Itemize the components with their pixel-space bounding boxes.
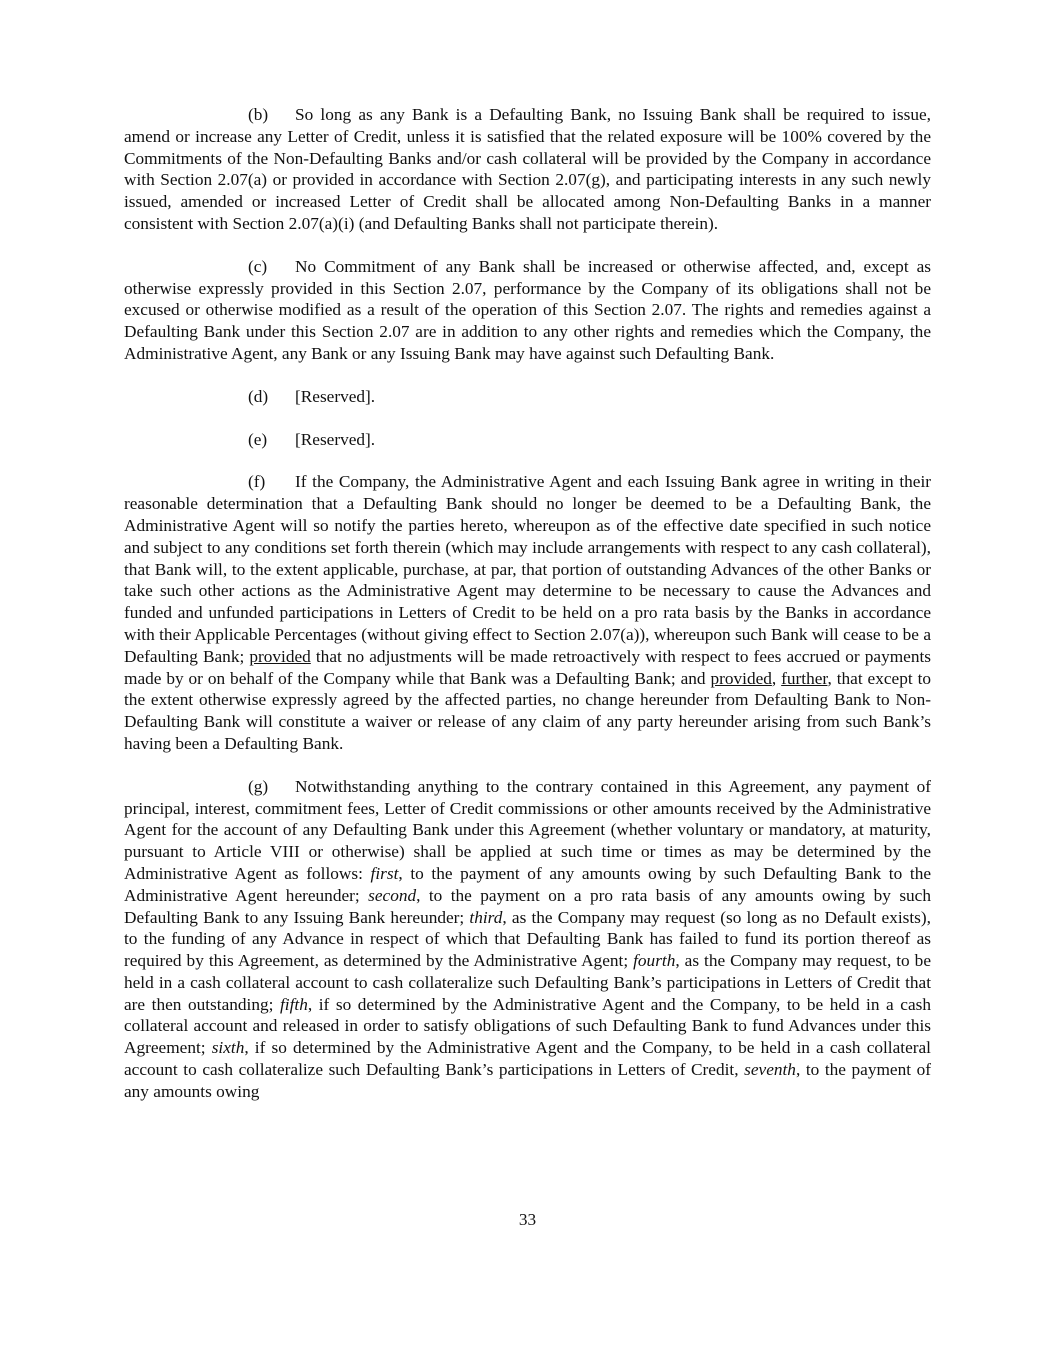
ordinal-fourth: fourth [633, 951, 676, 971]
paragraph-text: If the Company, the Administrative Agent and each Issuing Bank agree in writing in their reasonable determination that a Defaulting Bank should no longer be deemed to be a Defaulting Bank, the Administrative Agent will so notify the parties hereto, whereupon as of the effective date specified in such notice and subject to any conditions set forth therein (which may include arrangements with respect to any cash collateral), that Bank will, to the extent applicable, purchase, at par, that portion of outstanding Advances of the other Banks or take such other actions as the Administrative Agent may determine to be necessary to cause the Advances and funded and unfunded participations in Letters of Credit to be held on a pro rata basis by the Banks in accordance with their Applicable Percentages (without giving effect to Section 2.07(a)), whereupon such Bank will cease to be a Defaulting Bank; [124, 472, 931, 666]
ordinal-seventh: seventh [744, 1060, 796, 1080]
paragraph-g [124, 776, 931, 1103]
paragraph-f [124, 471, 931, 754]
paragraph-text: , as the Company may request (so long as no Default exists), to the funding of any Advance in respect of which that Defaulting Bank has failed to fund its portion thereof as required by this Agreement, as determined by the Administrative Agent; [124, 907, 931, 971]
paragraph-text: Notwithstanding anything to the contrary contained in this Agreement, any payment of principal, interest, commitment fees, Letter of Credit commissions or other amounts received by the Administrative Agent for the account of any Defaulting Bank under this Agreement (whether voluntary or mandatory, at maturity, pursuant to Article VIII or otherwise) shall be applied at such time or times as may be determined by the Administrative Agent as follows: [124, 776, 931, 883]
ordinal-third: third [469, 907, 503, 927]
paragraph-text: , to the payment of any amounts owing [124, 1060, 932, 1101]
paragraph-text: No Commitment of any Bank shall be increased or otherwise affected, and, except as otherwise expressly provided in this Section 2.07, performance by the Company of its obligations shall not be excused or otherwise modified as a result of the operation of this Section 2.07. The rights and remedies against a Defaulting Bank under this Section 2.07 are in addition to any other rights and remedies which the Company, the Administrative Agent, any Bank or any Issuing Bank may have against such Defaulting Bank. [124, 256, 931, 363]
paragraph-enum: (e) [248, 429, 268, 449]
paragraph-text: , as the Company may request, to be held in a cash collateral account to cash collateralize such Defaulting Bank’s participations in Letters of Credit that are then outstanding; [124, 951, 931, 1014]
page-number: 33 [518, 1210, 537, 1229]
paragraph-enum: (f) [248, 472, 266, 492]
ordinal-first: first [370, 863, 399, 883]
ordinal-sixth: sixth [211, 1038, 245, 1058]
paragraph-text: , if so determined by the Administrative Agent and the Company, to be held in a cash collateral account and released in order to satisfy obligations of such Defaulting Bank to fund Advances under this Agreement; [124, 994, 931, 1058]
provided-term: provided [710, 668, 772, 688]
document-page [124, 104, 931, 1124]
paragraph-text: , to the payment on a pro rata basis of any amounts owing by such Defaulting Bank to any Issuing Bank hereunder; [124, 885, 931, 927]
paragraph-b [124, 104, 931, 235]
paragraph-d [124, 386, 931, 408]
ordinal-second: second [368, 885, 417, 905]
paragraph-text: , that except to the extent otherwise expressly agreed by the affected parties, no change hereunder from Defaulting Bank to Non-Defaulting Bank will constitute a waiver or release of any claim of any party hereunder arising from such Bank’s having been a Defaulting Bank. [124, 668, 932, 753]
paragraph-text: So long as any Bank is a Defaulting Bank, no Issuing Bank shall be required to issue, amend or increase any Letter of Credit, unless it is satisfied that the related exposure will be 100% covered by the Commitments of the Non-Defaulting Banks and/or cash collateral will be provided by the Company in accordance with Section 2.07(a) or provided in accordance with Section 2.07(g), and participating interests in any such newly issued, amended or increased Letter of Credit shall be allocated among Non-Defaulting Banks in a manner consistent with Section 2.07(a)(i) (and Defaulting Banks shall not participate therein). [124, 105, 931, 233]
paragraph-text: , to the payment of any amounts owing by such Defaulting Bank to the Administrative Agent hereunder; [124, 863, 931, 905]
paragraph-c [124, 256, 931, 365]
paragraph-enum: (c) [248, 256, 268, 276]
paragraph-text: [Reserved]. [295, 386, 376, 406]
paragraph-text: that no adjustments will be made retroactively with respect to fees accrued or payments made by or on behalf of the Company while that Bank was a Defaulting Bank; and [124, 646, 931, 688]
ordinal-fifth: fifth [279, 994, 308, 1014]
separator: , [771, 668, 782, 688]
further-term: further [781, 668, 828, 688]
paragraph-text: , if so determined by the Administrative Agent and the Company, to be held in a cash collateral account to cash collateralize such Defaulting Bank’s participations in Letters of Credit, [124, 1038, 931, 1080]
paragraph-e [124, 429, 931, 451]
paragraph-enum: (g) [248, 776, 269, 796]
paragraph-enum: (d) [248, 386, 269, 406]
provided-term: provided [249, 646, 311, 666]
paragraph-enum: (b) [248, 105, 269, 124]
paragraph-text: [Reserved]. [295, 429, 376, 449]
